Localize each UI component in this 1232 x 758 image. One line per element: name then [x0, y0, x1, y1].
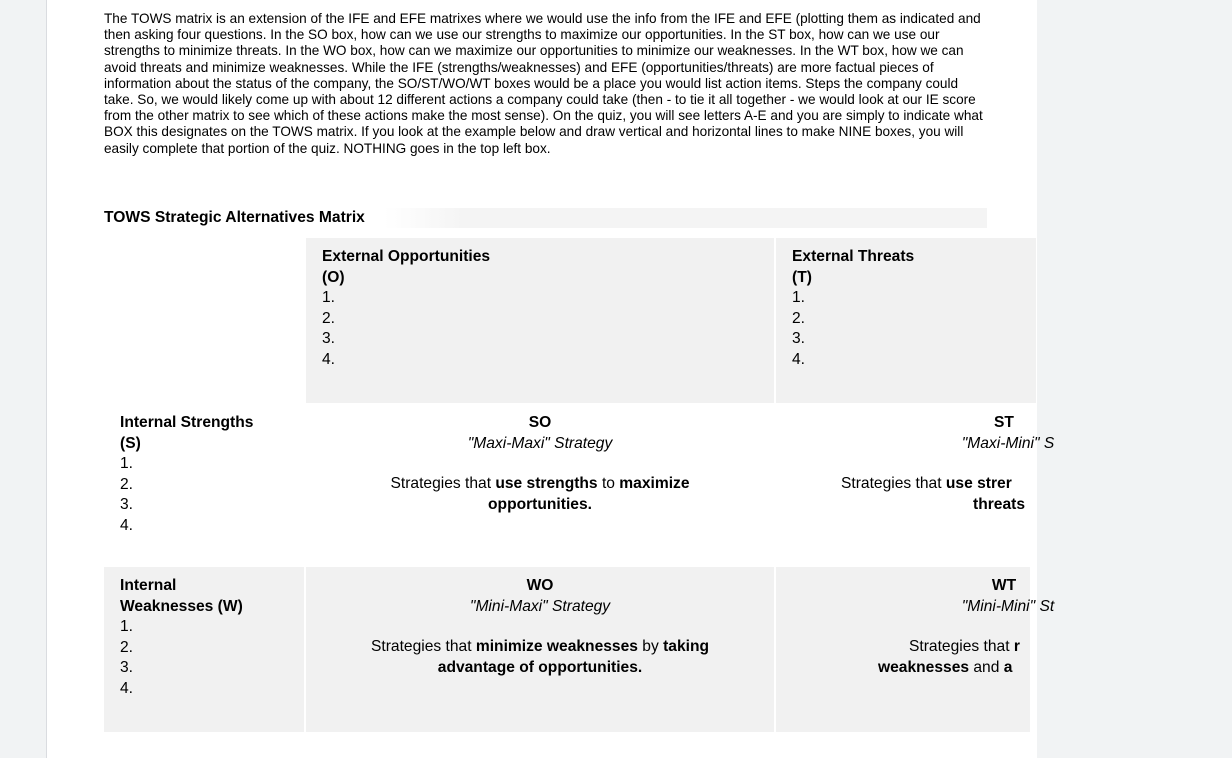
list-item: 4. — [792, 350, 806, 368]
opportunities-code: (O) — [322, 268, 345, 286]
list-item: 3. — [120, 496, 134, 514]
threats-code: (T) — [792, 268, 812, 286]
list-item: 4. — [322, 350, 336, 368]
so-desc-text: to — [597, 475, 620, 493]
list-item: 1. — [120, 455, 134, 473]
wt-desc-text: and — [969, 658, 1004, 676]
so-strategy: "Maxi-Maxi" Strategy — [467, 434, 613, 452]
list-item: 3. — [322, 330, 336, 348]
st-cell — [776, 405, 1055, 565]
st-description — [841, 474, 1030, 495]
wt-desc-text: Strategies that — [909, 638, 1014, 656]
wo-desc-text: by — [637, 638, 664, 656]
weaknesses-title: Internal — [120, 577, 177, 594]
list-item: 4. — [120, 679, 134, 697]
wo-description — [306, 637, 774, 658]
wo-strategy: "Mini-Maxi" Strategy — [469, 597, 611, 615]
opportunities-title: External Opportunities — [322, 248, 491, 265]
wt-desc-bold: weaknesses — [878, 658, 970, 676]
tows-matrix — [47, 0, 1055, 758]
wo-desc-line2: advantage of opportunities. — [437, 658, 643, 676]
so-cell — [306, 405, 774, 565]
list-item: 3. — [120, 659, 134, 677]
wo-desc-bold: minimize weaknesses — [475, 638, 638, 656]
intro-paragraph: The TOWS matrix is an extension of the IFE and EFE matrixes where we would use the info from the IFE and EFE (plotting them as indicated and then asking four questions. In the SO box, how can we use our strengths to maximize our opportunities. In the ST box, how can we use our strengths to minimize threats. In the WO box, how can we maximize our opportunities to minimize our weaknesses. In the WT box, how we can avoid threats and minimize weaknesses. While the IFE (strengths/weaknesses) and EFE (opportunities/threats) are more factual pieces of information about the status of the company, the SO/ST/WO/WT boxes would be a place you would list action items. Steps the company could take. So, we would likely come up with about 12 different actions a company could take (then - to tie it all together - we would look at our IE score from the other matrix to see which of these actions make the most sense). On the quiz, you will see letters A-E and you are simply to indicate what BOX this designates on the TOWS matrix. If you look at the example below and draw vertical and horizontal lines to make NINE boxes, you will easily complete that portion of the quiz. NOTHING goes in the top left box. — [104, 11, 983, 156]
strengths-code: (S) — [120, 434, 141, 452]
wo-code: WO — [526, 577, 554, 594]
document-page — [46, 0, 1055, 758]
st-desc-text: Strategies that — [841, 475, 946, 493]
so-desc-line2: opportunities. — [488, 495, 592, 513]
threats-title: External Threats — [792, 248, 915, 265]
so-description — [306, 474, 774, 495]
wo-desc-bold: taking — [663, 638, 710, 656]
list-item: 2. — [322, 309, 336, 327]
list-item: 4. — [120, 516, 134, 534]
list-item: 1. — [120, 618, 134, 636]
wt-cell — [776, 567, 1055, 732]
so-desc-bold: maximize — [619, 475, 690, 493]
wo-cell — [306, 567, 774, 732]
matrix-title: TOWS Strategic Alternatives Matrix — [104, 208, 987, 228]
list-item: 1. — [792, 289, 806, 307]
wt-strategy: "Mini-Mini" St — [961, 597, 1055, 615]
wo-desc-text: Strategies that — [370, 638, 476, 656]
strengths-title: Internal Strengths — [120, 414, 254, 431]
wt-code: WT — [991, 577, 1017, 594]
list-item: 2. — [120, 638, 134, 656]
wt-description — [909, 637, 1030, 658]
threats-cell — [776, 238, 1036, 403]
wt-desc-line2 — [878, 658, 1030, 679]
list-item: 3. — [792, 330, 806, 348]
wt-desc-bold: a — [1003, 658, 1013, 676]
st-desc-bold: use strer — [945, 475, 1012, 493]
list-item: 2. — [792, 309, 806, 327]
so-desc-text: Strategies that — [390, 475, 496, 493]
empty-cell — [104, 238, 304, 403]
wt-desc-bold: r — [1013, 638, 1020, 656]
weaknesses-title-line2: Weaknesses (W) — [120, 597, 243, 615]
list-item: 2. — [120, 475, 134, 493]
st-strategy: "Maxi-Mini" S — [961, 434, 1055, 452]
st-desc-line2: threats — [973, 495, 1025, 513]
list-item: 1. — [322, 289, 336, 307]
so-desc-bold: use strengths — [495, 475, 598, 493]
strengths-cell — [104, 405, 304, 565]
so-code: SO — [528, 414, 552, 431]
st-code: ST — [994, 414, 1014, 431]
weaknesses-cell — [104, 567, 304, 732]
opportunities-cell — [306, 238, 774, 403]
